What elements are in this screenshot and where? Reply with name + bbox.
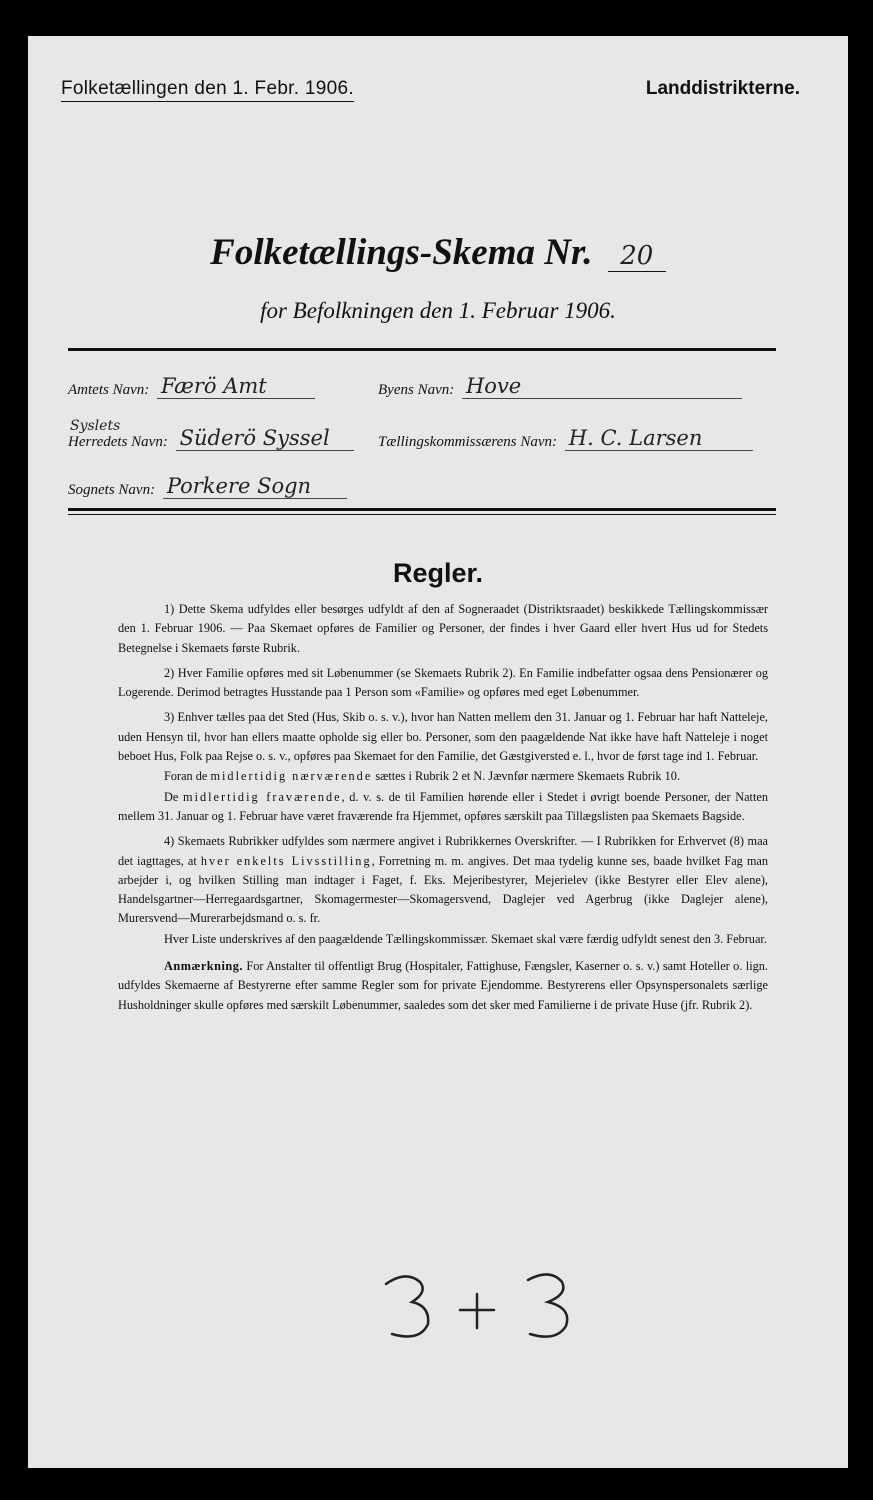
census-date-header: Folketællingen den 1. Febr. 1906. <box>61 78 354 102</box>
handwritten-tally <box>378 1266 578 1346</box>
kommissaer-value: H. C. Larsen <box>565 426 753 451</box>
amt-field <box>68 374 315 399</box>
sogn-field <box>68 474 347 499</box>
rule-4-pre: 4) Skemaets Rubrikker udfyldes som nærmere angivet i Rubrikkernes Overskrifter. — I Rubrikken for Erhvervet (8) maa det iagttages, at <box>118 834 768 868</box>
remark <box>118 957 768 1015</box>
rule-4-post: , Forretning m. m. angives. Det maa tydelig kunne ses, baade hvilket Fag man arbejder i, og hvilken Stilling man indtager i Faget, f. Eks. Mejeribestyrer, Mejerielev (ikke Bestyrer eller Elev alene), Handelsgartner—Herregaardsgartner, Skomagermester—Skomagersvend, Daglejer ved Agerbrug (ikke Daglejer alene), Murersvend—Murerarbejdsmand o. s. fr. <box>118 853 769 926</box>
amt-value: Færö Amt <box>157 374 315 399</box>
herred-label-stack <box>68 418 168 451</box>
sogn-value: Porkere Sogn <box>163 474 347 499</box>
rule-3-present <box>118 767 768 786</box>
kommissaer-field <box>378 426 753 451</box>
kommissaer-label: Tællingskommissærens Navn: <box>378 434 558 450</box>
form-title <box>28 231 848 274</box>
rule-2: 2) Hver Familie opføres med sit Løbenummer (se Skemaets Rubrik 2). En Familie indbefatter ogsaa dens Pensionærer og Logerende. Derimod betragtes Husstande paa 1 Person som «Familie» og opføres med eget Løbenummer. <box>118 665 768 700</box>
rule-3: 3) Enhver tælles paa det Sted (Hus, Skib o. s. v.), hvor han Natten mellem den 31. Januar og 1. Februar har haft Natteleje, uden Hensyn til, hvor han ellers maatte opholde sig eller bo. Personer, som den paagældende Nat ikke have haft Natteleje i noget beboet Hus, Folk paa Rejse o. s. v., opføres paa Skemaet for den Familie, det Gæstgiversted e. l., hvor de først tage ind 1. Februar. <box>118 710 768 764</box>
rule-3-present-post: sættes i Rubrik 2 et N. Jævnfør nærmere Skemaets Rubrik 10. <box>375 769 681 784</box>
rule-3-absent-pre: De <box>164 789 179 804</box>
byens-value: Hove <box>462 374 742 399</box>
rule-1: 1) Dette Skema udfyldes eller besørges udfyldt af den af Sogneraadet (Distriktsraadet) beskikkede Tællingskommissær den 1. Februar 1906. — Paa Skemaet opføres de Familier og Personer, der findes i hver Gaard eller hvert Hus ud for Stedets Betegnelse i Skemaets første Rubrik. <box>118 602 768 655</box>
form-subtitle: for Befolkningen den 1. Februar 1906. <box>260 298 616 323</box>
rule-3-present-term: midlertidig nærværende <box>210 769 373 784</box>
rule-3-absent-post: , d. v. s. de til Familien hørende eller i Stedet i øvrigt boende Personer, der Natten mellem 31. Januar og 1. Februar have været fraværende fra Hjemmet, opføres særskilt paa Tillægslisten paa Skemaets Bagside. <box>118 789 768 823</box>
bottom-divider-thin <box>68 514 776 515</box>
herred-field <box>68 418 354 451</box>
sogn-label: Sognets Navn: <box>68 482 156 498</box>
rule-3-absent <box>118 788 768 827</box>
form-title-text: Folketællings-Skema Nr. <box>210 232 593 273</box>
herred-correction: Syslets <box>70 418 121 434</box>
byens-label: Byens Navn: <box>378 382 455 398</box>
byens-field <box>378 374 742 399</box>
amt-label: Amtets Navn: <box>68 382 150 398</box>
rules-body <box>118 600 768 1021</box>
bottom-divider <box>68 508 776 511</box>
rule-3-absent-term: midlertidig fraværende <box>183 789 342 804</box>
rules-heading: Regler. <box>392 558 484 588</box>
herred-value: Süderö Syssel <box>176 426 354 451</box>
district-type-header: Landdistrikterne. <box>645 78 800 99</box>
rule-4-signature: Hver Liste underskrives af den paagældende Tællingskommissær. Skemaet skal være færdig udfyldt senest den 3. Februar. <box>164 931 767 946</box>
remark-text: For Anstalter til offentligt Brug (Hospitaler, Fattighuse, Fængsler, Kaserner o. s. v.) samt Hoteller o. lign. udfyldes Skemaerne af Bestyrerne efter samme Regler som for private Ejendomme. Bestyrerens eller Opsynspersonalets særlige Husholdninger skulle opføres med særskilt Løbenummer, saaledes som det sker med Familierne i de private Huse (jfr. Rubrik 2). <box>118 959 768 1012</box>
census-form-page <box>28 36 848 1468</box>
remark-label: Anmærkning. <box>164 959 243 974</box>
form-number: 20 <box>608 241 666 272</box>
top-divider <box>68 348 776 351</box>
rule-3-present-pre: Foran de <box>164 769 208 784</box>
rule-4 <box>118 832 768 928</box>
herred-label: Herredets Navn: <box>68 434 168 450</box>
rule-4-term: hver enkelts Livsstilling <box>200 853 372 868</box>
